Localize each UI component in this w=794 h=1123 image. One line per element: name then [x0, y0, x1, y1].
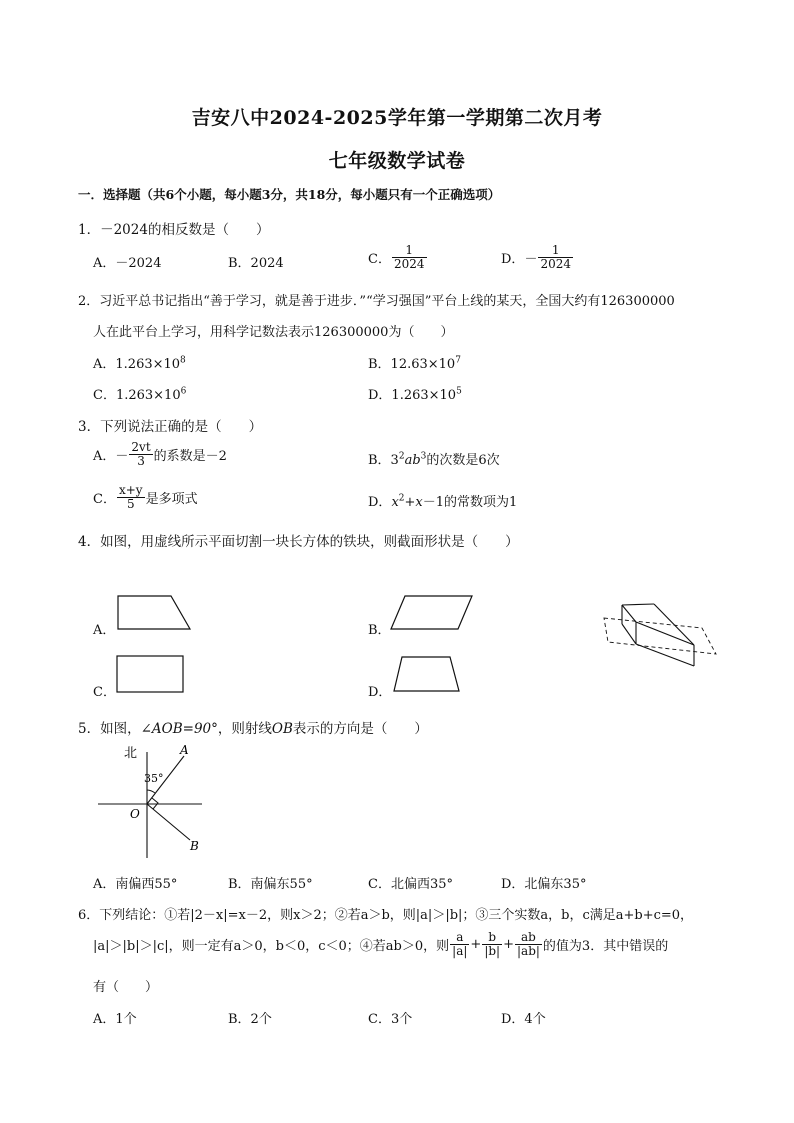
- q4-shape-a-right-trapezoid: [116, 595, 192, 631]
- q6-option-d: D．4个: [501, 1012, 546, 1027]
- q2-d-exp: 5: [456, 386, 462, 397]
- q2-option-c: [93, 384, 186, 403]
- exam-subtitle: 七年级数学试卷: [328, 150, 466, 172]
- q3-a-fraction: [129, 441, 152, 468]
- q3-d-tail: －1的常数项为1: [422, 495, 518, 510]
- q5-fig-b-label: B: [190, 839, 199, 853]
- q1-option-d: [501, 244, 574, 271]
- q2-option-a: [93, 353, 186, 372]
- q5-option-b: B．南偏东55°: [228, 877, 313, 892]
- q3-c-num: x+y: [118, 483, 143, 497]
- question-3-stem: 3．下列说法正确的是（ ）: [78, 419, 263, 435]
- question-1-stem: 1．－2024的相反数是（ ）: [78, 222, 270, 238]
- q2-option-d: [368, 384, 462, 403]
- q4-shape-b-parallelogram: [390, 595, 474, 631]
- section-title: 一．选择题（共6个小题，每小题3分，共18分，每小题只有一个正确选项）: [78, 187, 501, 202]
- question-6-line3: 有（ ）: [93, 980, 159, 995]
- q3-a-tail: 的系数是－2: [153, 449, 227, 464]
- q3-b-var: ab: [404, 453, 421, 468]
- q6-fraction-ab: [515, 931, 542, 958]
- q2-a-base: A．1.263×10: [93, 357, 181, 372]
- q3-option-b: [368, 449, 500, 468]
- q6-plus-1: +: [470, 937, 482, 952]
- q3-d-x: x: [391, 495, 399, 510]
- exam-title: 吉安八中2024-2025学年第一学期第二次月考: [191, 107, 603, 129]
- question-2-line2: 人在此平台上学习，用科学记数法表示126300000为（ ）: [93, 325, 454, 340]
- q3-b-tail: 的次数是6次: [426, 453, 500, 468]
- q5-direction-figure: [94, 740, 214, 860]
- q4-option-d-label: D．: [368, 685, 392, 700]
- q6-f1-num: a: [450, 931, 469, 945]
- q1-d-sign: －: [524, 252, 538, 267]
- q3-c-label: C．: [93, 492, 116, 507]
- q2-b-exp: 7: [455, 355, 461, 366]
- q5-fig-o-label: O: [130, 807, 140, 821]
- q5-fig-angle-label: 35°: [144, 772, 164, 785]
- q3-option-c: [93, 484, 198, 511]
- q3-b-exp1: 2: [398, 451, 405, 462]
- q2-a-exp: 8: [180, 355, 186, 366]
- question-2-line1: 2．习近平总书记指出“善于学习，就是善于进步．”“学习强国”平台上线的某天，全国大约有126300000: [78, 294, 675, 309]
- q6-line2-post: 的值为3．其中错误的: [542, 939, 669, 954]
- question-6-line1: 6．下列结论：①若|2－x|=x－2，则x＞2；②若a＞b，则|a|＞|b|；③三个实数a，b，c满足a+b+c=0，: [78, 908, 694, 923]
- q1-d-num: 1: [538, 244, 573, 258]
- q2-b-base: B．12.63×10: [368, 357, 456, 372]
- q6-f2-den: |b|: [484, 944, 501, 958]
- q5-option-d: D．北偏东35°: [501, 877, 587, 892]
- q6-option-c: C．3个: [368, 1012, 413, 1027]
- q2-option-b: [368, 353, 461, 372]
- q1-d-fraction: [538, 244, 573, 271]
- q3-d-label: D．: [368, 495, 392, 510]
- q5-text-mid: ，则射线: [217, 721, 272, 737]
- q3-a-den: 3: [137, 454, 145, 468]
- q2-d-base: D．1.263×10: [368, 388, 457, 403]
- q6-f1-den: |a|: [452, 944, 468, 958]
- q3-d-x2: x: [415, 495, 423, 510]
- q3-c-fraction: [117, 484, 145, 511]
- q3-c-den: 5: [126, 497, 135, 511]
- q1-option-a: A．－2024: [93, 256, 162, 271]
- q6-line2-pre: |a|＞|b|＞|c|，则一定有a＞0，b＜0，c＜0；④若ab＞0，则: [93, 939, 450, 954]
- question-4-stem: 4．如图，用虚线所示平面切割一块长方体的铁块，则截面形状是（ ）: [78, 534, 519, 550]
- q6-fraction-a: [450, 931, 469, 958]
- q4-option-a-label: A．: [93, 623, 116, 638]
- q5-fig-a-label: A: [180, 743, 189, 757]
- q1-c-label: C．: [368, 252, 391, 267]
- q6-f3-den: |ab|: [517, 944, 540, 958]
- q6-option-a: A．1个: [93, 1012, 137, 1027]
- q6-f3-num: ab: [515, 931, 542, 945]
- q6-plus-2: +: [503, 937, 514, 952]
- q5-option-c: C．北偏西35°: [368, 877, 453, 892]
- q5-text-math: ∠AOB=90°: [140, 721, 218, 737]
- q4-cuboid-figure: [600, 600, 720, 672]
- q1-d-den: 2024: [540, 257, 571, 271]
- q6-fraction-b: [482, 931, 502, 958]
- q2-c-exp: 6: [180, 386, 187, 397]
- q1-c-den: 2024: [393, 257, 425, 271]
- q4-option-b-label: B．: [368, 623, 391, 638]
- q5-text-post: 表示的方向是（ ）: [292, 721, 428, 737]
- q3-option-d: [368, 491, 517, 510]
- q3-a-num: 2vt: [131, 440, 151, 454]
- q3-a-label: A．: [93, 449, 116, 464]
- q2-c-base: C．1.263×10: [93, 388, 181, 403]
- q5-option-a: A．南偏西55°: [93, 877, 178, 892]
- q3-a-sign: －: [115, 449, 129, 464]
- q5-fig-north-label: 北: [124, 746, 138, 761]
- q1-option-b: B．2024: [228, 256, 284, 271]
- q6-f2-num: b: [482, 931, 502, 945]
- q6-option-b: B．2个: [228, 1012, 272, 1027]
- q3-d-plus: +: [404, 495, 416, 510]
- q1-d-label: D．: [501, 252, 525, 267]
- q4-shape-d-trapezoid: [392, 656, 462, 694]
- q1-c-fraction: [392, 244, 427, 271]
- q3-d-exp: 2: [398, 493, 405, 504]
- q3-c-tail: 是多项式: [145, 492, 198, 507]
- q5-text-ob: OB: [271, 721, 293, 737]
- q3-b-label: B．3: [368, 453, 399, 468]
- q1-c-num: 1: [392, 244, 427, 258]
- q3-option-a: [93, 441, 227, 468]
- q1-option-c: [368, 244, 428, 271]
- question-5-stem: [78, 717, 428, 737]
- q5-text-pre: 5．如图，: [78, 721, 141, 737]
- q4-shape-c-rectangle: [116, 655, 184, 695]
- q4-option-c-label: C．: [93, 685, 116, 700]
- q3-b-exp2: 3: [420, 451, 427, 462]
- question-6-line2: [93, 931, 668, 958]
